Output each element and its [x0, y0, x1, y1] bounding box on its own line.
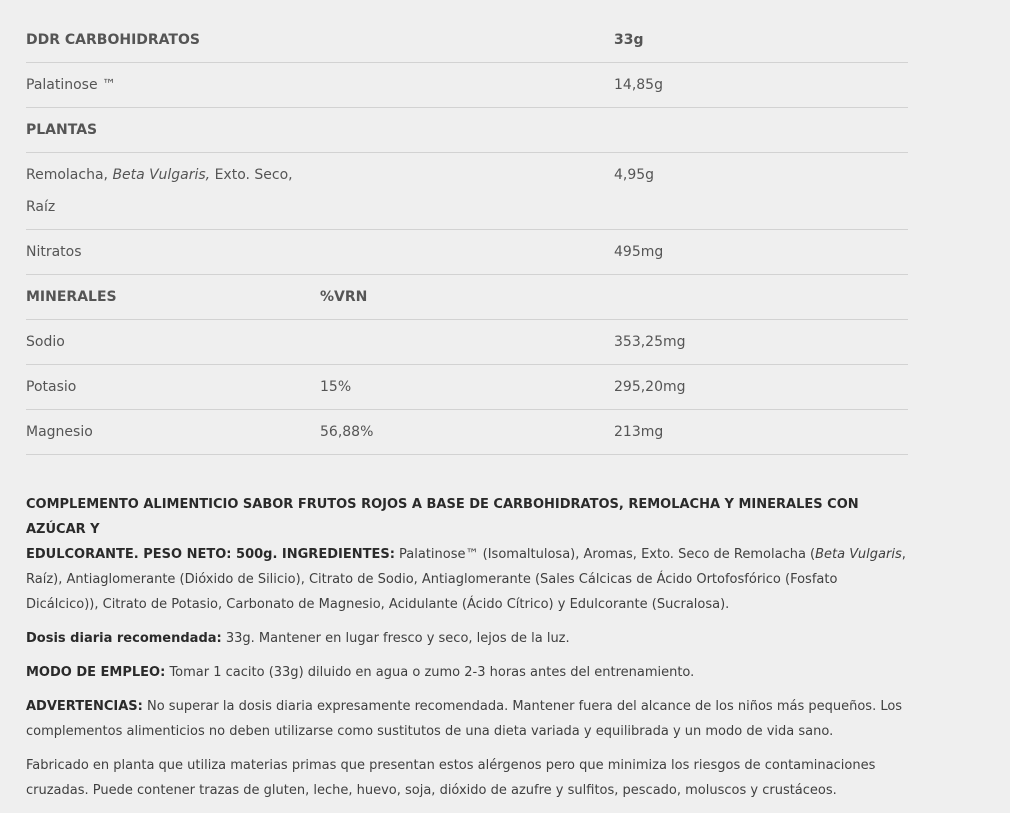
row-vrn: 56,88%: [320, 424, 374, 440]
row-vrn: 15%: [320, 379, 352, 395]
product-title: [26, 492, 906, 542]
row-value: 495mg: [614, 244, 664, 260]
table-row: [26, 320, 908, 365]
row-label: PLANTAS: [26, 122, 98, 138]
table-row: [26, 230, 908, 275]
row-label: Potasio: [26, 379, 77, 395]
row-label: Magnesio: [26, 424, 93, 440]
dose: [26, 626, 906, 651]
row-vrn: [320, 153, 614, 229]
row-vrn: %VRN: [320, 289, 368, 305]
ingredients-italic: Beta Vulgaris: [815, 547, 902, 562]
usage: [26, 660, 906, 685]
table-row: [26, 18, 908, 63]
row-label: MINERALES: [26, 289, 117, 305]
warnings-label: ADVERTENCIAS:: [26, 699, 143, 714]
product-info: [26, 492, 906, 812]
row-label: Nitratos: [26, 244, 82, 260]
row-vrn: [320, 320, 614, 364]
row-value: 33g: [614, 32, 644, 48]
row-label: Palatinose ™: [26, 77, 117, 93]
dose-text: 33g. Mantener en lugar fresco y seco, lejos de la luz.: [221, 631, 570, 646]
dose-label: Dosis diaria recomendada:: [26, 631, 222, 646]
row-value: 295,20mg: [614, 379, 686, 395]
usage-label: MODO DE EMPLEO:: [26, 665, 166, 680]
row-value: 14,85g: [614, 77, 663, 93]
row-vrn: [320, 108, 614, 152]
ingredients-label: EDULCORANTE. PESO NETO: 500g. INGREDIENTES:: [26, 547, 395, 562]
row-label: [26, 153, 320, 229]
row-label-part: Remolacha,: [26, 167, 113, 183]
allergens: Fabricado en planta que utiliza materias primas que presentan estos alérgenos pero que minimiza los riesgos de contaminaciones cruzadas. Puede contener trazas de gluten, leche, huevo, soja, dióxido de azufre y sulfitos, pescado, moluscos y crustáceos.: [26, 758, 876, 798]
table-row: [26, 153, 908, 230]
row-vrn: [320, 63, 614, 107]
row-value: 4,95g: [614, 167, 655, 183]
row-value: [614, 108, 908, 152]
row-label-italic: Beta Vulgaris,: [112, 167, 211, 183]
ingredients-text: Palatinose™ (Isomaltulosa), Aromas, Exto. Seco de Remolacha (: [394, 547, 816, 562]
warnings-text: No superar la dosis diaria expresamente recomendada. Mantener fuera del alcance de los niños más pequeños. Los complementos alimenticios no deben utilizarse como sustitutos de una dieta variada y equilibrada y un modo de vida sano.: [26, 699, 903, 739]
table-row: [26, 108, 908, 153]
row-vrn: [320, 230, 614, 274]
table-row: [26, 365, 908, 410]
title-line: COMPLEMENTO ALIMENTICIO SABOR FRUTOS ROJOS A BASE DE CARBOHIDRATOS, REMOLACHA Y MINERALES CON AZÚCAR Y: [26, 497, 859, 537]
ingredients: [26, 542, 906, 617]
usage-text: Tomar 1 cacito (33g) diluido en agua o zumo 2-3 horas antes del entrenamiento.: [165, 665, 695, 680]
table-row: [26, 63, 908, 108]
row-value: 213mg: [614, 424, 664, 440]
row-vrn: [320, 18, 614, 62]
ingredients-text: , Raíz), Antiaglomerante (Dióxido de Silicio), Citrato de Sodio, Antiaglomerante (Sales Cálcicas de Ácido Ortofosfórico (Fosfato Dicálcico)), Citrato de Potasio, Carbonato de Magnesio, Acidulante (Ácido Cítrico) y Edulcorante (Sucralosa).: [26, 547, 906, 612]
row-label: Sodio: [26, 334, 65, 350]
row-label-part: Exto. Seco, Raíz: [26, 167, 293, 215]
row-value: 353,25mg: [614, 334, 686, 350]
table-row: [26, 275, 908, 320]
nutrition-table: [26, 18, 908, 455]
warnings: [26, 694, 906, 744]
row-value: [614, 275, 908, 319]
row-label: DDR CARBOHIDRATOS: [26, 32, 200, 48]
table-row: [26, 410, 908, 455]
